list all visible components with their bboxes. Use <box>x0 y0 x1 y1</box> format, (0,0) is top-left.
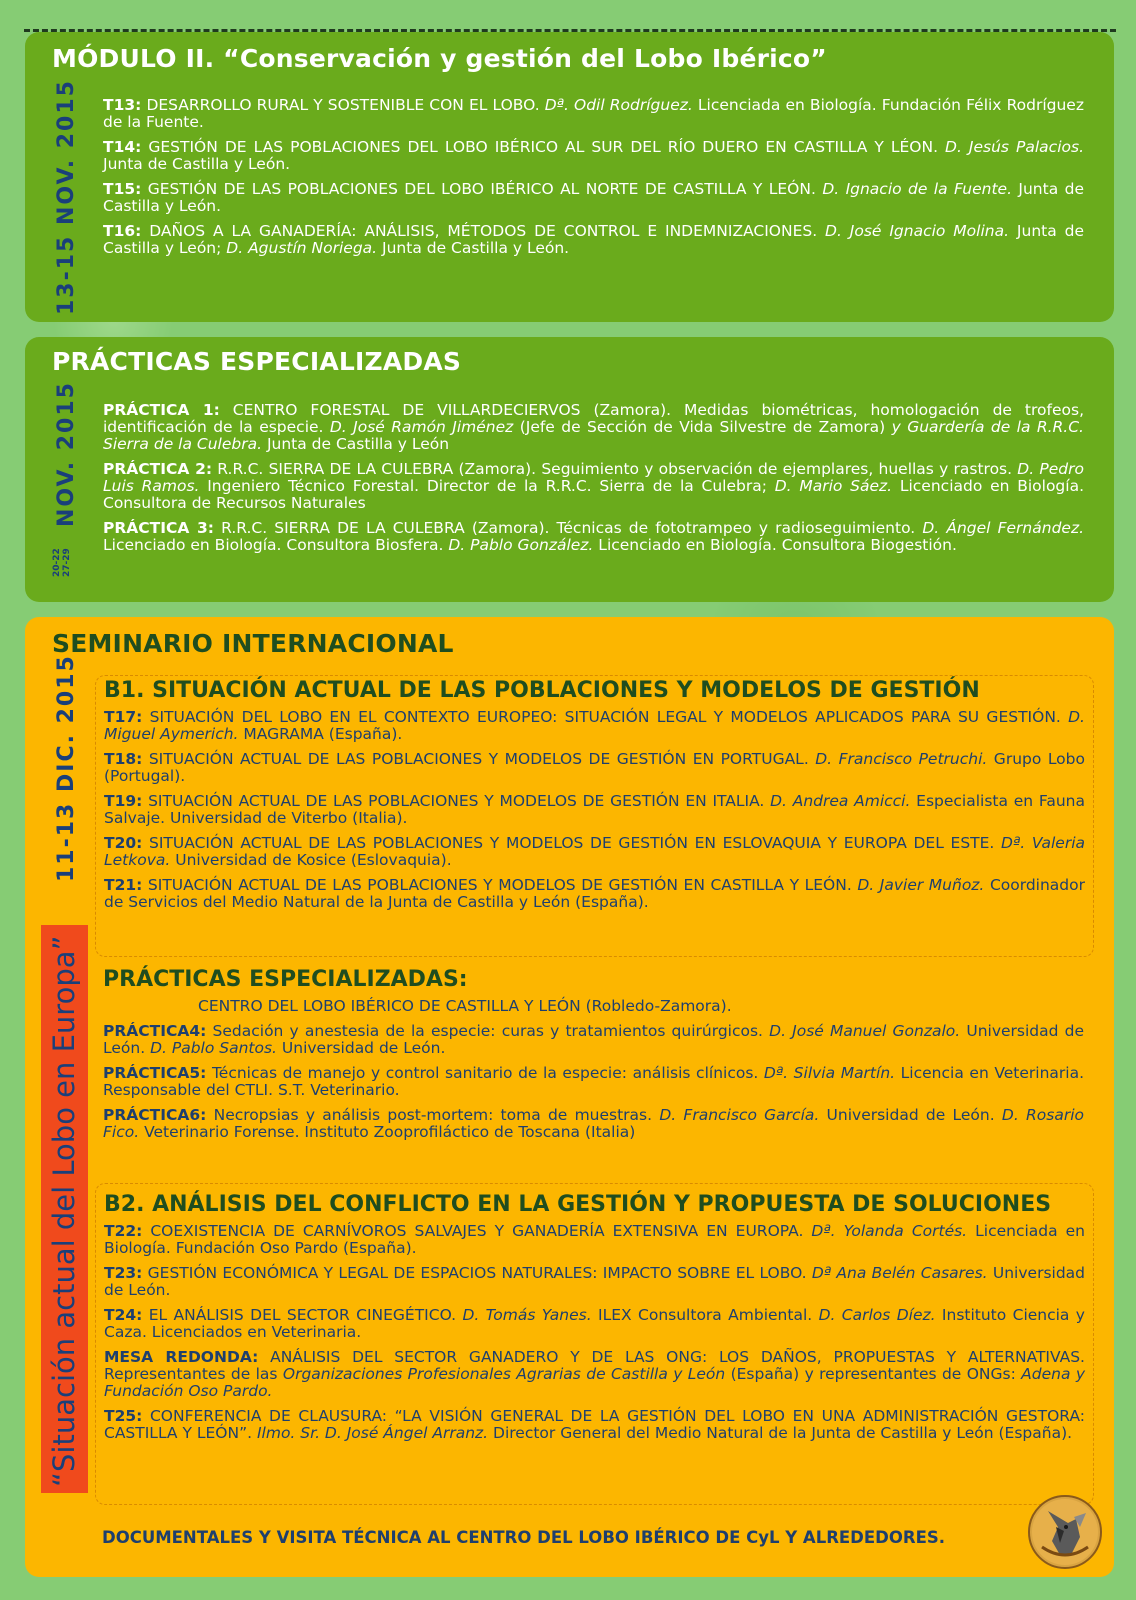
list-item: PRÁCTICA6: Necropsias y análisis post-mortem: toma de muestras. D. Francisco García. Universidad de León. D. Rosario Fico. Veterinario Forense. Instituto Zooprofiláctico de Toscana (Italia) <box>103 1106 1084 1141</box>
b2-content <box>104 1192 1085 1450</box>
list-item: T22: COEXISTENCIA DE CARNÍVOROS SALVAJES Y GANADERÍA EXTENSIVA EN EUROPA. Dª. Yolanda Cortés. Licenciada en Biología. Fundación Oso Pardo (España). <box>104 1222 1086 1257</box>
list-item: T23: GESTIÓN ECONÓMICA Y LEGAL DE ESPACIOS NATURALES: IMPACTO SOBRE EL LOBO. Dª Ana Belén Casares. Universidad de León. <box>104 1264 1085 1299</box>
modulo-ii-list <box>103 97 1084 265</box>
seminario-practicas-center: CENTRO DEL LOBO IBÉRICO DE CASTILLA Y LEÓN (Robledo-Zamora). <box>198 997 732 1015</box>
list-item: PRÁCTICA 3: R.R.C. SIERRA DE LA CULEBRA (Zamora). Técnicas de fototrampeo y radioseguimiento. D. Ángel Fernández. Licenciado en Biología. Consultora Biosfera. D. Pablo González. Licenciado en Biología. Consultora Biogestión. <box>103 519 1085 554</box>
seminario-title: SEMINARIO INTERNACIONAL <box>52 629 454 658</box>
list-item: T17: SITUACIÓN DEL LOBO EN EL CONTEXTO EUROPEO: SITUACIÓN LEGAL Y MODELOS APLICADOS PARA SU GESTIÓN. D. Miguel Aymerich. MAGRAMA (España). <box>104 708 1085 743</box>
list-item: PRÁCTICA4: Sedación y anestesia de la especie: curas y tratamientos quirúrgicos. D. José Manuel Gonzalo. Universidad de León. D. Pablo Santos. Universidad de León. <box>103 1022 1084 1057</box>
modulo-ii-title: MÓDULO II. “Conservación y gestión del Lobo Ibérico” <box>52 44 827 73</box>
list-item: T13: DESARROLLO RURAL Y SOSTENIBLE CON EL LOBO. Dª. Odil Rodríguez. Licenciada en Biología. Fundación Félix Rodríguez de la Fuente. <box>103 96 1084 131</box>
b2-title: B2. ANÁLISIS DEL CONFLICTO EN LA GESTIÓN Y PROPUESTA DE SOLUCIONES <box>104 1192 1052 1217</box>
b1-box <box>95 675 1094 957</box>
list-item: T15: GESTIÓN DE LAS POBLACIONES DEL LOBO IBÉRICO AL NORTE DE CASTILLA Y LEÓN. D. Ignacio de la Fuente. Junta de Castilla y León. <box>103 180 1084 215</box>
list-item: MESA REDONDA: ANÁLISIS DEL SECTOR GANADERO Y DE LAS ONG: LOS DAÑOS, PROPUESTAS Y ALTERNATIVAS. Representantes de las Organizaciones Profesionales Agrarias de Castilla y León (España) y representantes de ONGs: Adena y Fundación Oso Pardo. <box>104 1348 1085 1400</box>
list-item: T16: DAÑOS A LA GANADERÍA: ANÁLISIS, MÉTODOS DE CONTROL E INDEMNIZACIONES. D. José Ignacio Molina. Junta de Castilla y León; D. Agustín Noriega. Junta de Castilla y León. <box>103 222 1084 257</box>
practicas-date: NOV. 2015 <box>54 381 79 527</box>
practicas-panel <box>25 337 1114 602</box>
wolf-logo-graphic <box>1030 1497 1100 1567</box>
seminario-practicas-title: PRÁCTICAS ESPECIALIZADAS: <box>103 967 468 992</box>
list-item: T18: SITUACIÓN ACTUAL DE LAS POBLACIONES Y MODELOS DE GESTIÓN EN PORTUGAL. D. Francisco Petruchi. Grupo Lobo (Portugal). <box>104 750 1085 785</box>
list-item: T21: SITUACIÓN ACTUAL DE LAS POBLACIONES Y MODELOS DE GESTIÓN EN CASTILLA Y LEÓN. D. Javier Muñoz. Coordinador de Servicios del Medio Natural de la Junta de Castilla y León (España). <box>104 876 1085 911</box>
list-item: T14: GESTIÓN DE LAS POBLACIONES DEL LOBO IBÉRICO AL SUR DEL RÍO DUERO EN CASTILLA Y LÉON. D. Jesús Palacios. Junta de Castilla y León. <box>103 138 1084 173</box>
list-item: PRÁCTICA 2: R.R.C. SIERRA DE LA CULEBRA (Zamora). Seguimiento y observación de ejemplares, huellas y rastros. D. Pedro Luis Ramos. Ingeniero Técnico Forestal. Director de la R.R.C. Sierra de la Culebra; D. Mario Sáez. Licenciado en Biología. Consultora de Recursos Naturales <box>103 460 1084 512</box>
b2-box <box>95 1183 1094 1505</box>
seminario-panel <box>25 617 1114 1577</box>
wolf-logo-icon <box>1028 1495 1102 1569</box>
seminario-practicas <box>103 967 1084 1149</box>
modulo-ii-panel <box>25 32 1114 322</box>
list-item: T25: CONFERENCIA DE CLAUSURA: “LA VISIÓN GENERAL DE LA GESTIÓN DEL LOBO EN UNA ADMINISTRACIÓN GESTORA: CASTILLA Y LEÓN”. Ilmo. Sr. D. José Ángel Arranz. Director General del Medio Natural de la Junta de Castilla y León (España). <box>104 1407 1085 1442</box>
list-item: T24: EL ANÁLISIS DEL SECTOR CINEGÉTICO. D. Tomás Yanes. ILEX Consultora Ambiental. D. Carlos Díez. Instituto Ciencia y Caza. Licenciados en Veterinaria. <box>104 1306 1085 1341</box>
list-item: T19: SITUACIÓN ACTUAL DE LAS POBLACIONES Y MODELOS DE GESTIÓN EN ITALIA. D. Andrea Amicci. Especialista en Fauna Salvaje. Universidad de Viterbo (Italia). <box>104 792 1085 827</box>
modulo-ii-date: 13-15 NOV. 2015 <box>54 79 79 315</box>
footer-note: DOCUMENTALES Y VISITA TÉCNICA AL CENTRO DEL LOBO IBÉRICO DE CyL Y ALREDEDORES. <box>102 1528 945 1547</box>
list-item: T20: SITUACIÓN ACTUAL DE LAS POBLACIONES Y MODELOS DE GESTIÓN EN ESLOVAQUIA Y EUROPA DEL ESTE. Dª. Valeria Letkova. Universidad de Kosice (Eslovaquia). <box>104 834 1085 869</box>
seminario-date: 11-13 DIC. 2015 <box>54 654 79 882</box>
practicas-days-b: 27-29 <box>62 548 72 577</box>
list-item: PRÁCTICA5: Técnicas de manejo y control sanitario de la especie: análisis clínicos. Dª. Silvia Martín. Licencia en Veterinaria. Responsable del CTLI. S.T. Veterinario. <box>103 1064 1085 1099</box>
practicas-list <box>103 402 1084 562</box>
practicas-title: PRÁCTICAS ESPECIALIZADAS <box>52 347 462 376</box>
practicas-days-a: 20-22 <box>52 548 62 577</box>
side-label-bar <box>41 925 88 1493</box>
b1-content <box>104 678 1085 919</box>
side-label: “Situación actual del Lobo en Europa” <box>47 935 81 1487</box>
list-item: PRÁCTICA 1: CENTRO FORESTAL DE VILLARDECIERVOS (Zamora). Medidas biométricas, homologación de trofeos, identificación de la especie. D. José Ramón Jiménez (Jefe de Sección de Vida Silvestre de Zamora) y Guardería de la R.R.C. Sierra de la Culebra. Junta de Castilla y León <box>103 401 1085 453</box>
b1-title: B1. SITUACIÓN ACTUAL DE LAS POBLACIONES Y MODELOS DE GESTIÓN <box>104 678 980 703</box>
